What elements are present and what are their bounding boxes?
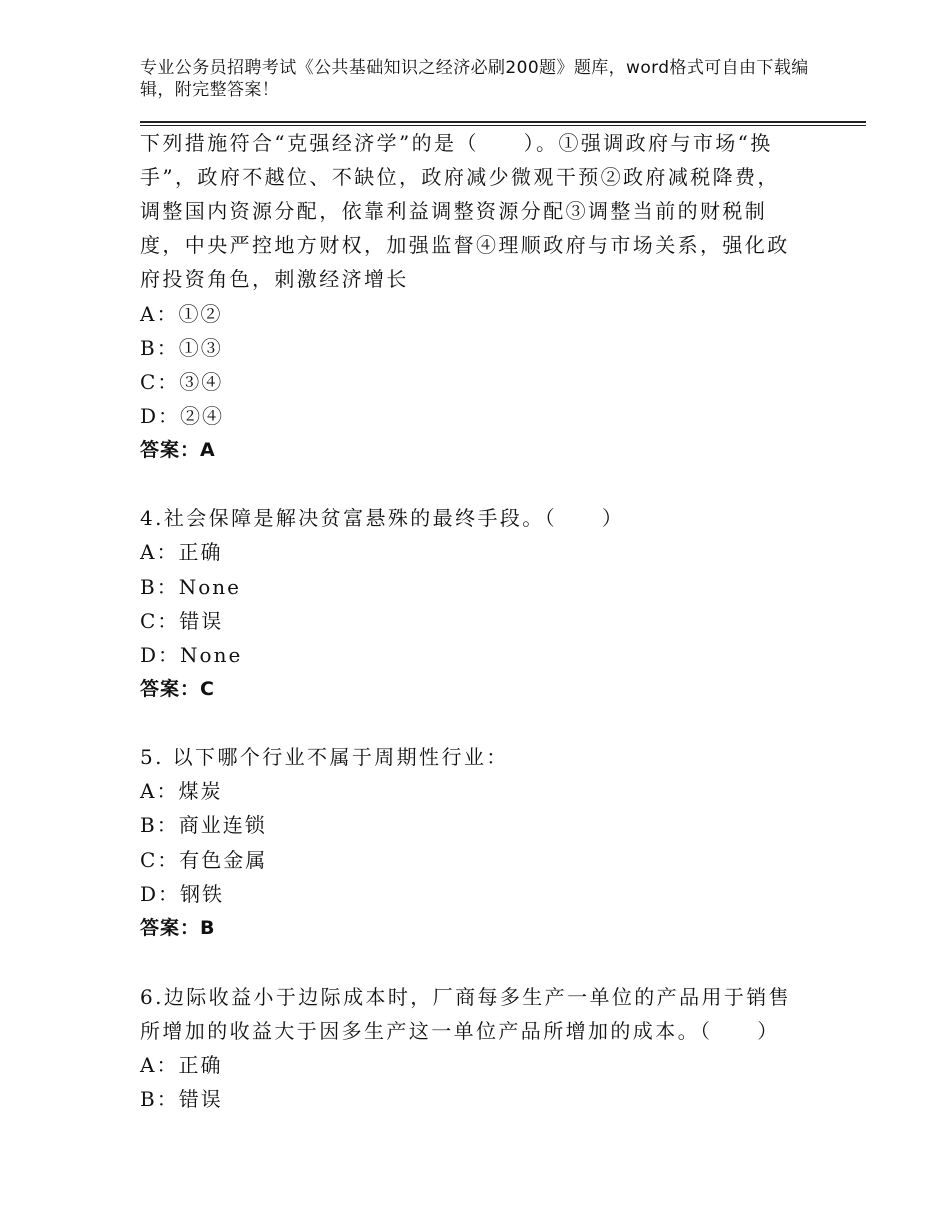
option-c: C：错误 [140, 609, 224, 633]
option-b: B：错误 [140, 1087, 223, 1111]
question-text: 6.边际收益小于边际成本时，厂商每多生产一单位的产品用于销售所增加的收益大于因多生产这一单位产品所增加的成本。（ ） [140, 985, 792, 1043]
option-b: B：商业连锁 [140, 813, 267, 837]
option-d: D：None [140, 643, 243, 667]
answer-label: 答案：B [140, 917, 216, 939]
answer-label: 答案：C [140, 678, 215, 700]
option-a: A：正确 [140, 1053, 223, 1077]
option-b: B：①③ [140, 336, 223, 360]
question-text: 下列措施符合“克强经济学”的是（ ）。①强调政府与市场“换手”，政府不越位、不缺位，政府减少微观干预②政府减税降费，调整国内资源分配，依靠利益调整资源分配③调整当前的财税制度，中央严控地方财权，加强监督④理顺政府与市场关系，强化政府投资角色，刺激经济增长 [140, 131, 790, 291]
option-c: C：③④ [140, 370, 224, 394]
question-text: 4.社会保障是解决贫富悬殊的最终手段。（ ） [140, 506, 625, 530]
answer-label: 答案：A [140, 439, 216, 461]
header-divider-thick [140, 121, 866, 123]
option-b: B：None [140, 575, 241, 599]
option-d: D：②④ [140, 404, 225, 428]
option-a: A：正确 [140, 540, 223, 564]
question-text: 5. 以下哪个行业不属于周期性行业： [140, 745, 509, 769]
option-c: C：有色金属 [140, 848, 268, 872]
option-d: D：钢铁 [140, 882, 225, 906]
option-a: A：煤炭 [140, 779, 223, 803]
document-header: 专业公务员招聘考试《公共基础知识之经济必刷200题》题库，word格式可自由下载编辑，附完整答案！ [140, 58, 809, 100]
option-a: A：①② [140, 302, 223, 326]
